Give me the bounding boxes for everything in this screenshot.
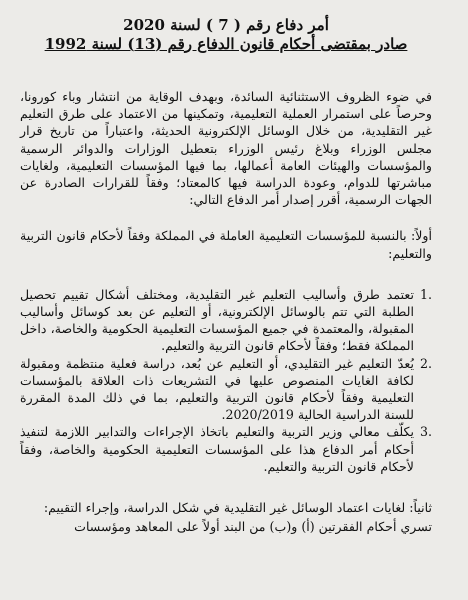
intro-paragraph: في ضوء الظروف الاستثنائية السائدة، وبهدف الوقاية من انتشار وباء كورونا، وحرصاً على استمرار العملية التعليمية، وتمكينها من الاعتماد على طرق التعليم غير التقليدية، من خلال الوسائل الإلكترونية الحديثة، واعتباراً من تاريخ قرار مجلس الوزراء وبلاغ رئيس الوزراء بتعطيل الوزارات والدوائر الرسمية والمؤسسات والهيئات العامة أعمالها، بما فيها المؤسسات التعليمية، ولغايات مباشرتها للدوام، وعودة الدراسة فيها كالمعتاد؛ وفقاً للقرارات الصادرة عن الجهات الرسمية، أقرر إصدار أمر الدفاع التالي:	[20, 89, 432, 208]
list-item-number: 1.	[419, 286, 432, 302]
order-subtitle: صادر بمقتضى أحكام قانون الدفاع رقم (13) لسنة 1992	[44, 35, 408, 53]
list-item-text: يُعدّ التعليم غير التقليدي، أو التعليم عن بُعد، دراسة فعلية منتظمة ومقبولة لكافة الغايات المنصوص عليها في التشريعات ذات العلاقة بالمؤسسات التعليمية وفقاً لأحكام قانون التربية والتعليم، بما في ذلك المدة المقررة للسنة الدراسية الحالية 2020/2019.	[20, 355, 414, 423]
section-second-heading: ثانياً: لغايات اعتماد الوسائل غير التقليدية في شكل الدراسة، وإجراء التقييم:	[43, 500, 432, 516]
list-item-text: تعتمد طرق وأساليب التعليم غير التقليدية، ومختلف أشكال تقييم تحصيل الطلبة التي تتم بالوسائل الإلكترونية، أو التعليم عن بعد كوسائل وأساليب المقبولة، والمعتمدة في جميع المؤسسات التعليمية الحكومية والخاصة، داخل المملكة فقط؛ وفقاً لأحكام قانون التربية والتعليم.	[20, 286, 414, 354]
list-item-number: 2.	[419, 355, 432, 371]
list-item-text: يكلّف معالي وزير التربية والتعليم باتخاذ الإجراءات والتدابير اللازمة لتنفيذ أحكام أمر الدفاع هذا على المؤسسات التعليمية الحكومية والخاصة، وفقاً لأحكام قانون التربية والتعليم.	[20, 424, 414, 474]
numbered-list	[20, 286, 432, 475]
section-first-heading: أولاً: بالنسبة للمؤسسات التعليمية العاملة في المملكة وفقاً لأحكام قانون التربية والتعليم:	[20, 228, 432, 261]
list-item-number: 3.	[419, 424, 432, 440]
order-title: أمر دفاع رقم ( 7 ) لسنة 2020	[123, 16, 329, 34]
list-item	[20, 355, 432, 424]
section-second-text: تسري أحكام الفقرتين (أ) و(ب) من البند أولاً على المعاهد ومؤسسات	[74, 519, 432, 535]
list-item	[20, 286, 432, 355]
list-item	[20, 423, 432, 475]
